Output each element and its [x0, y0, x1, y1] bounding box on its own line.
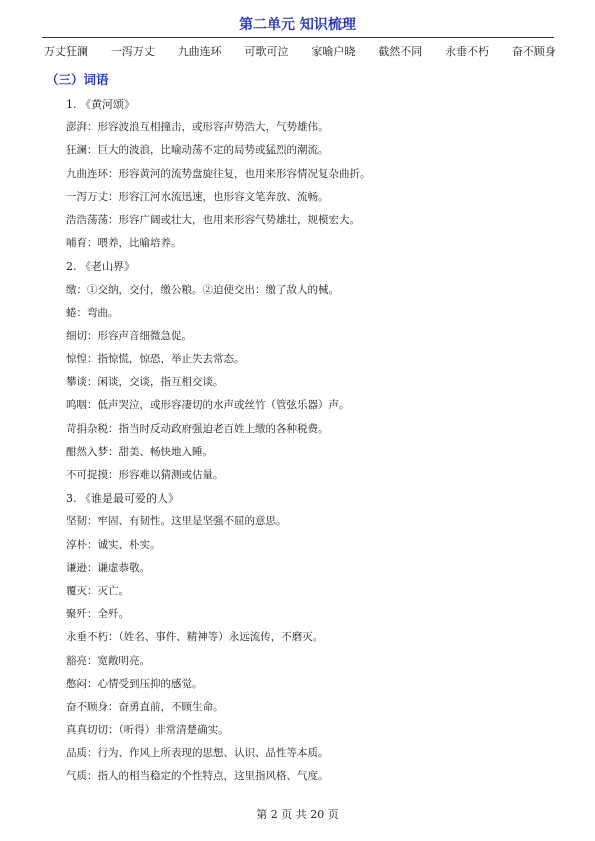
idiom-item: 可歌可泣 [244, 45, 289, 58]
vocab-entry: 一泻万丈：形容江河水流迅速，也形容文笔奔放、流畅。 [66, 190, 329, 203]
vocab-entry: 狂澜：巨大的波浪，比喻动荡不定的局势或猛烈的潮流。 [66, 144, 329, 157]
vocab-entry: 气质：指人的相当稳定的个性特点，这里指风格、气度。 [66, 770, 329, 783]
idiom-item: 奋不顾身 [511, 45, 556, 58]
vocab-entry: 坚韧：牢固、有韧性。这里是坚强不屈的意思。 [66, 515, 287, 528]
vocab-entry: 憋闷：心情受到压抑的感觉。 [66, 677, 203, 690]
vocab-entry: 谦逊：谦虚恭敬。 [66, 561, 150, 574]
lesson-heading: 1. 《黄河颂》 [66, 98, 135, 111]
lesson-heading: 3. 《谁是最可爱的人》 [66, 492, 179, 506]
section-heading: （三）词语 [46, 72, 109, 87]
lesson-heading: 2. 《老山界》 [66, 260, 135, 274]
vocab-entry: 永垂不朽：（姓名、事件、精神等）永远流传，不磨灭。 [66, 631, 324, 644]
header-divider [42, 37, 554, 38]
idiom-item: 一泻万丈 [110, 45, 155, 58]
idiom-list [44, 44, 556, 60]
vocab-entry: 品质：行为、作风上所表现的思想、认识、品性等本质。 [66, 747, 329, 760]
page-header-title: 第二单元 知识梳理 [239, 17, 356, 33]
vocab-entry: 澎湃：形容波浪互相撞击，或形容声势浩大，气势雄伟。 [66, 121, 329, 134]
idiom-item: 永垂不朽 [445, 45, 490, 58]
vocab-entry: 缴：①交纳，交付，缴公粮。②迫使交出：缴了敌人的械。 [66, 283, 339, 296]
vocab-entry: 九曲连环：形容黄河的流势盘旋往复，也用来形容情况复杂曲折。 [66, 167, 371, 180]
vocab-entry: 蜷：弯曲。 [66, 306, 119, 319]
vocab-entry: 真真切切：（听得）非常清楚确实。 [66, 724, 229, 737]
vocab-entry: 聚歼：全歼。 [66, 608, 129, 621]
vocab-entry: 淳朴：诚实、朴实。 [66, 538, 161, 551]
vocab-entry: 奋不顾身：奋勇直前，不顾生命。 [66, 700, 224, 713]
vocab-entry: 苛捐杂税：指当时反动政府强迫老百姓上缴的各种税费。 [66, 422, 329, 435]
vocab-entry: 不可捉摸：形容难以猜测或估量。 [66, 469, 224, 481]
vocab-entry: 呜咽：低声哭泣，或形容凄切的水声或丝竹（管弦乐器）声。 [66, 399, 350, 412]
idiom-item: 家喻户晓 [311, 45, 356, 58]
idiom-item: 九曲连环 [177, 45, 222, 58]
vocab-entry: 攀谈：闲谈，交谈，指互相交谈。 [66, 376, 224, 389]
vocab-entry: 豁亮：宽敞明亮。 [66, 654, 150, 667]
vocab-entry: 覆灭：灭亡。 [66, 584, 129, 597]
vocabulary-list [66, 93, 556, 789]
idiom-item: 截然不同 [378, 45, 423, 58]
vocab-entry: 浩浩荡荡：形容广阔或壮大，也用来形容气势雄壮，规模宏大。 [66, 213, 360, 226]
idiom-item: 万丈狂澜 [44, 45, 88, 58]
vocab-entry: 哺育：喂养，比喻培养。 [66, 237, 182, 250]
page-number: 第 2 页 共 20 页 [256, 808, 339, 821]
vocab-entry: 惊惶：指惊慌，惊恐，举止失去常态。 [66, 353, 245, 366]
vocab-entry: 细切：形容声音细微急促。 [66, 329, 192, 342]
vocab-entry: 酣然入梦：甜美、畅快地入睡。 [66, 445, 213, 458]
